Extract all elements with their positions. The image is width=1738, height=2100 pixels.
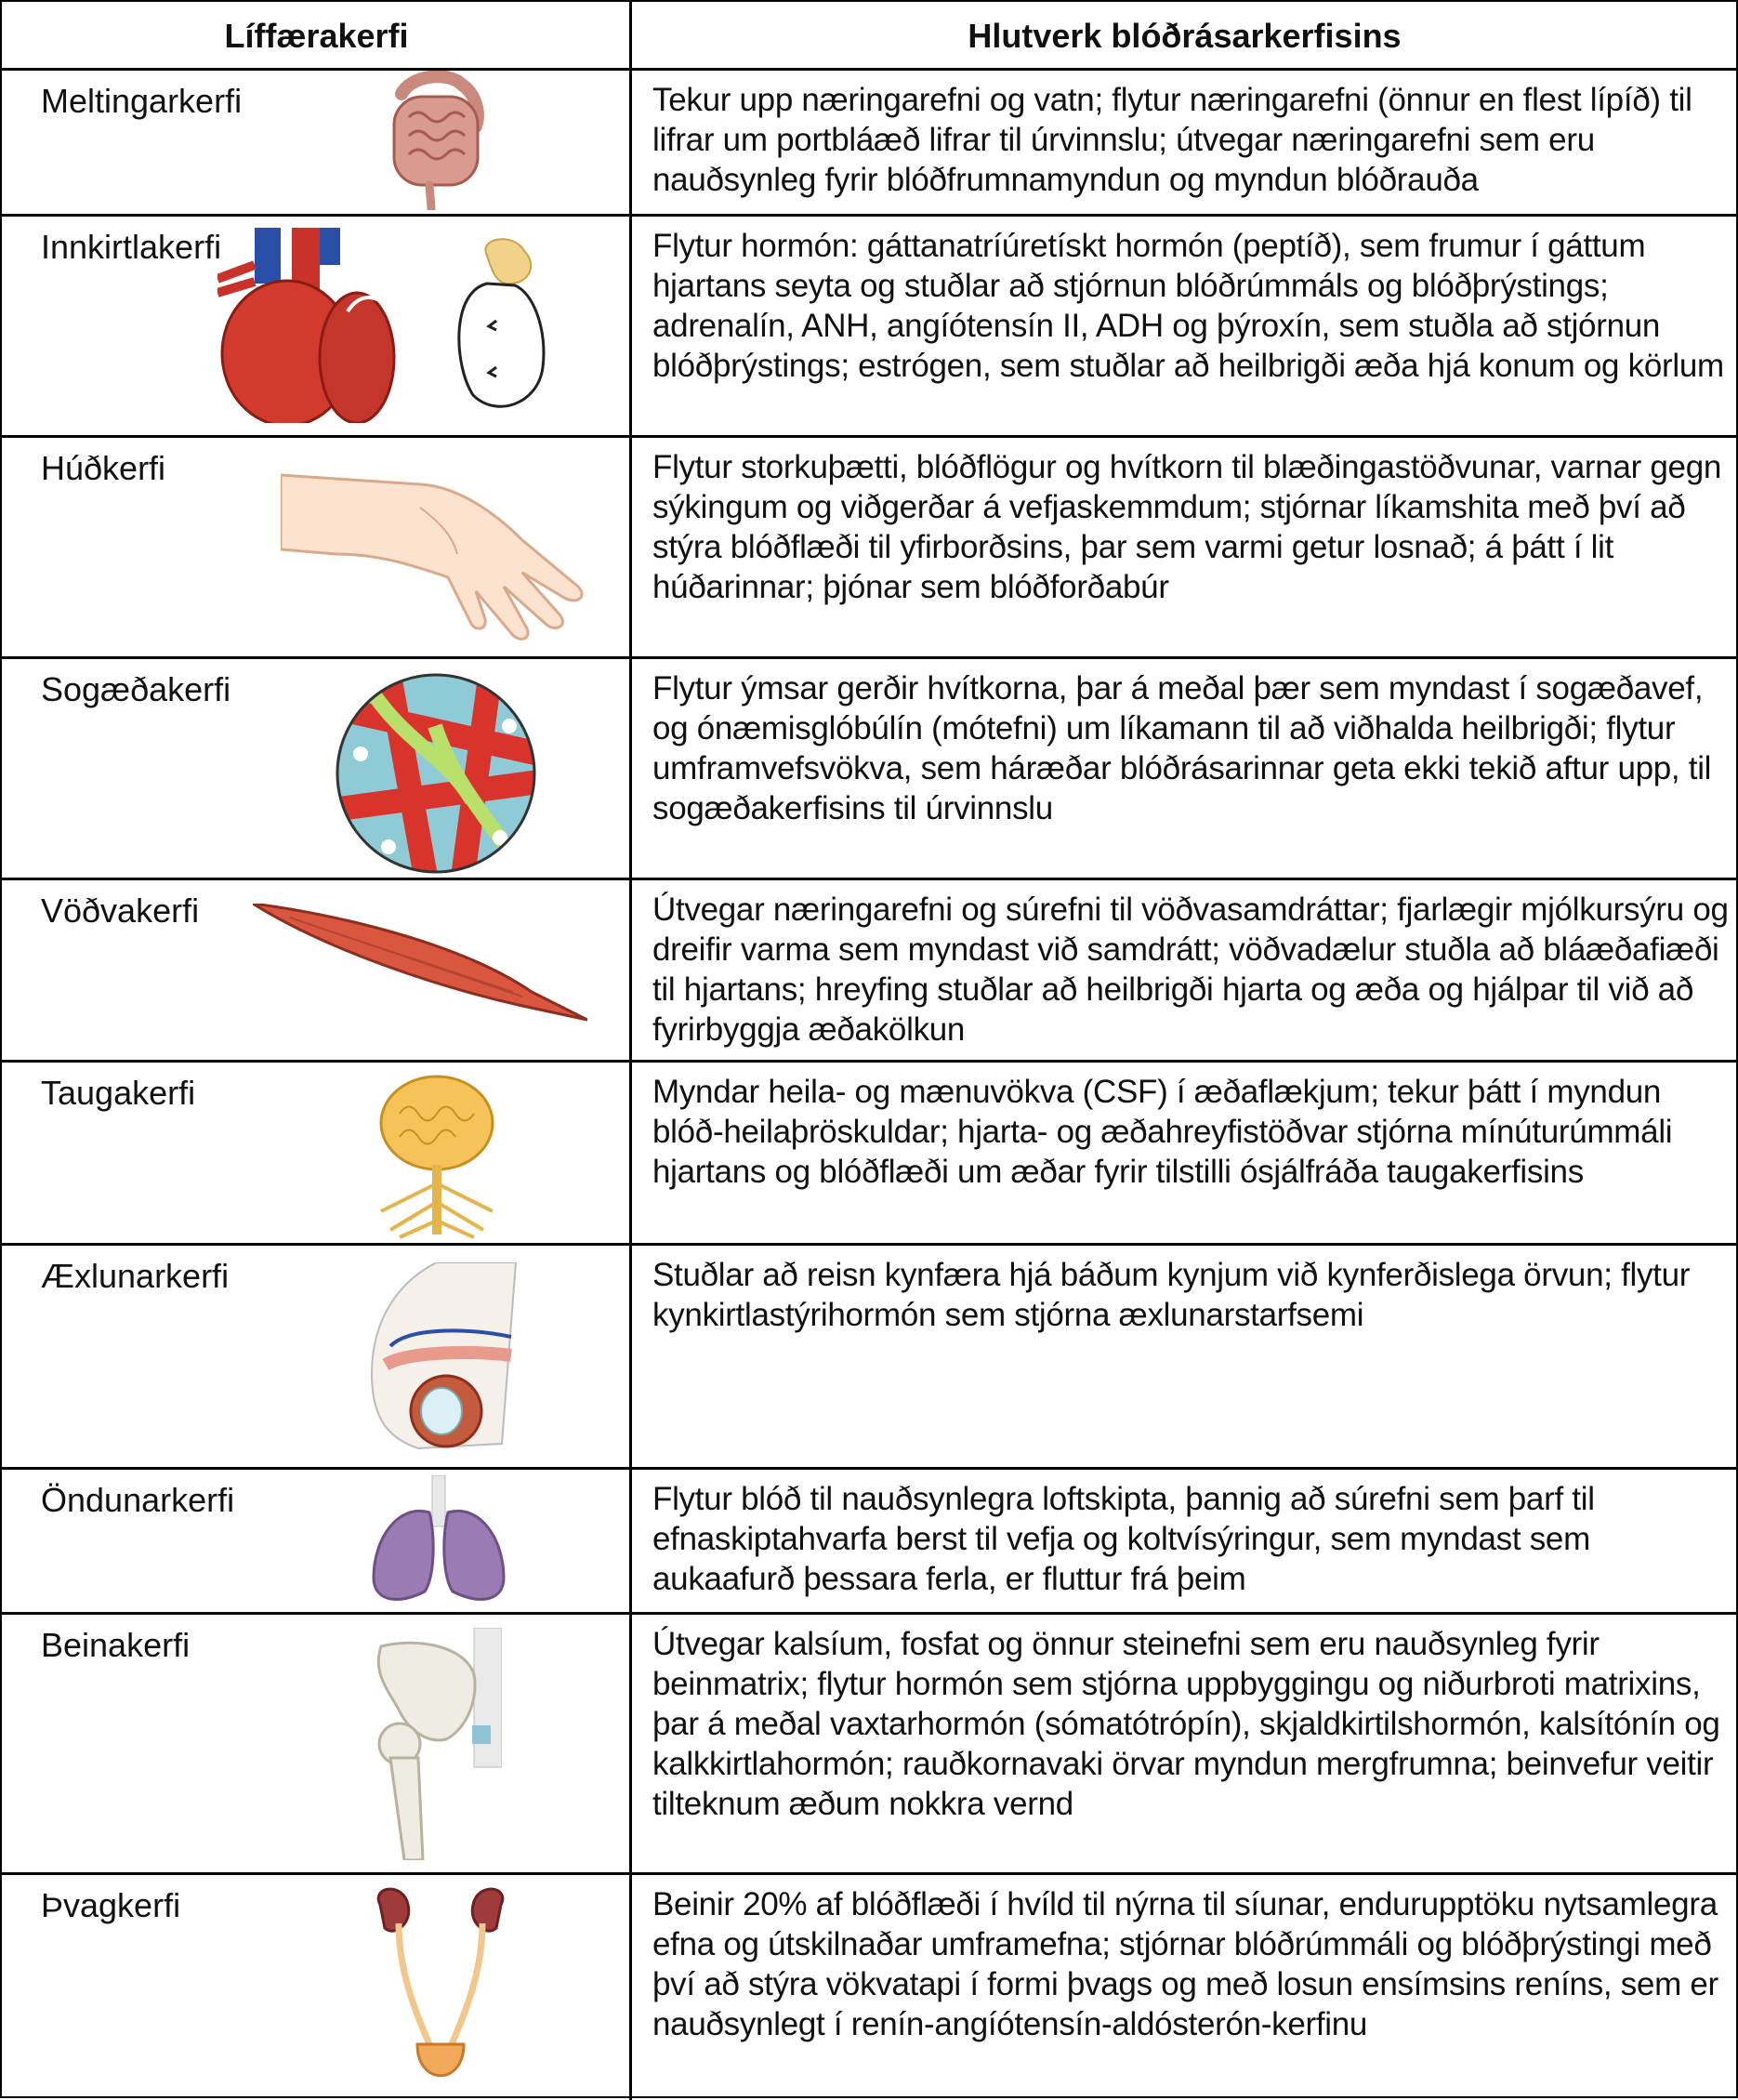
muscle-icon xyxy=(253,904,587,1024)
role-description: Stuðlar að reisn kynfæra hjá báðum kynjum við kynferðislega örvun; flytur kynkirtlastýrihormón sem stjórna æxlunarstarfsemi xyxy=(652,1257,1691,1333)
system-name: Beinakerfi xyxy=(41,1626,191,1664)
header-circulatory-role: Hlutverk blóðrásarkerfisins xyxy=(631,2,1738,71)
lymph-vessels-icon xyxy=(333,670,539,877)
reproductive-organ-icon xyxy=(362,1262,520,1458)
system-name: Vöðvakerfi xyxy=(41,892,200,930)
table-row xyxy=(2,1875,1738,2098)
kidneys-bladder-icon xyxy=(366,1886,515,2091)
role-description: Tekur upp næringarefni og vatn; flytur næringarefni (önnur en flest lípíð) til lifrar um portbláæð lifrar til úrvinnslu; útvegar næringarefni sem eru nauðsynleg fyrir blóðfrumnamyndun og myndun blóðrauða xyxy=(652,82,1692,198)
system-name: Þvagkerfi xyxy=(41,1886,181,1924)
table-row xyxy=(2,71,1738,217)
system-name: Taugakerfi xyxy=(41,1074,196,1112)
system-name: Meltingarkerfi xyxy=(41,82,243,120)
role-description: Myndar heila- og mænuvökva (CSF) í æðaflækjum; tekur þátt í myndun blóð-heilaþröskuldar; hjarta- og æðahreyfistöðvar stjórna mínúturúmmáli hjartans og blóðflæði um æðar fyrir tilstilli ósjálfráða taugakerfisins xyxy=(652,1074,1673,1190)
role-description: Flytur ýmsar gerðir hvítkorna, þar á meðal þær sem myndast í sogæðavef, og ónæmisglóbúlín (mótefni) um líkamann til að viðhalda heilbrigði; flytur umframvefsvökva, sem háræðar blóðrásarinnar geta ekki tekið aftur upp, til sogæðakerfisins til úrvinnslu xyxy=(652,670,1712,826)
heart-kidney-adrenal-icon xyxy=(217,228,552,423)
table-row xyxy=(2,217,1738,438)
role-description: Beinir 20% af blóðflæði í hvíld til nýrna til síunar, endurupptöku nytsamlegra efna og útskilnaðar umframefna; stjórnar blóðrúmmáli og blóðþrýstingi með því að stýra vökvatapi í formi þvags og með losun ensímsins reníns, sem er nauðsynlegt í renín-angíótensín-aldósterón-kerfinu xyxy=(652,1886,1718,2042)
table-row xyxy=(2,438,1738,659)
table-row xyxy=(2,1615,1738,1875)
table-row xyxy=(2,1063,1738,1246)
lungs-icon xyxy=(369,1475,508,1610)
system-name: Innkirtlakerfi xyxy=(41,228,222,266)
table-row xyxy=(2,880,1738,1063)
table-row xyxy=(2,1246,1738,1470)
role-description: Flytur blóð til nauðsynlegra loftskipta, þannig að súrefni sem þarf til efnaskiptahvarfa berst til vefja og koltvísýringur, sem myndast sem aukaafurð þessara ferla, er fluttur frá þeim xyxy=(652,1481,1595,1597)
brain-spinal-cord-icon xyxy=(372,1072,502,1239)
table-row xyxy=(2,1470,1738,1615)
system-name: Húðkerfi xyxy=(41,449,166,487)
hand-icon xyxy=(281,466,587,652)
role-description: Flytur storkuþætti, blóðflögur og hvítkorn til blæðingastöðvunar, varnar gegn sýkingum og viðgerðar á vefjaskemmdum; stjórnar líkamshita með því að stýra blóðflæði til yfirborðsins, þar sem varmi getur losnað; á þátt í lit húðarinnar; þjónar sem blóðforðabúr xyxy=(652,449,1722,605)
system-name: Öndunarkerfi xyxy=(41,1481,235,1519)
header-organ-system: Líffærakerfi xyxy=(2,2,631,71)
system-name: Æxlunarkerfi xyxy=(41,1257,230,1295)
pelvis-femur-icon xyxy=(362,1628,502,1860)
role-description: Útvegar kalsíum, fosfat og önnur steinefni sem eru nauðsynleg fyrir beinmatrix; flytur hormón sem stjórna uppbyggingu og niðurbroti matrixins, þar á meðal vaxtarhormón (sómatótrópín), skjaldkirtilshormón, kalsítónín og kalkkirtlahormón; rauðkornavaki örvar myndun mergfrumna; beinvefur veitir tilteknum æðum nokkra vernd xyxy=(652,1626,1720,1822)
table-row xyxy=(2,659,1738,880)
role-description: Útvegar næringarefni og súrefni til vöðvasamdráttar; fjarlægir mjólkursýru og dreifir varma sem myndast við samdrátt; vöðvadælur stuðla að bláæðafiæði til hjartans; hreyfing stuðlar að heilbrigði hjarta og æða og hjálpar til við að fyrirbyggja æðakölkun xyxy=(652,892,1729,1048)
role-description: Flytur hormón: gáttanatríúretískt hormón (peptíð), sem frumur í gáttum hjartans seyta og stuðlar að stjórnun blóðrúmmáls og blóðþrýstings; adrenalín, ANH, angíótensín II, ADH og þýroxín, sem stuðla að stjórnun blóðþrýstings; estrógen, sem stuðlar að heilbrigði æða hjá konum og körlum xyxy=(652,228,1724,384)
system-name: Sogæðakerfi xyxy=(41,670,231,708)
intestines-icon xyxy=(374,71,494,210)
